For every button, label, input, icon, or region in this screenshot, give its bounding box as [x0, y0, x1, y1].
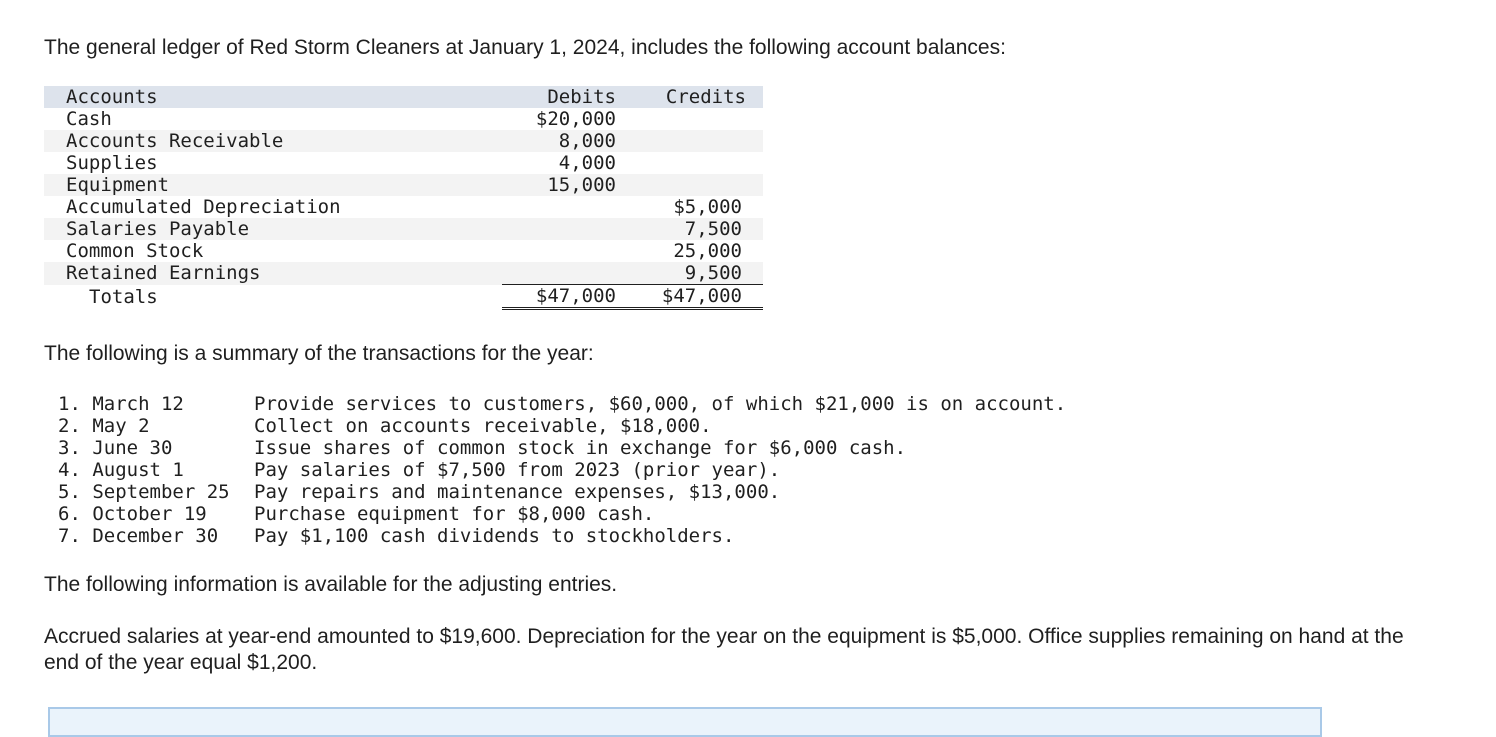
- transaction-date: 7. December 30: [58, 525, 219, 547]
- total-debits: $47,000: [502, 285, 616, 309]
- answer-panel[interactable]: [48, 707, 1322, 737]
- credit-value: [616, 130, 763, 152]
- list-item: [58, 415, 1066, 437]
- transaction-date: 4. August 1: [58, 459, 184, 481]
- account-name: Retained Earnings: [66, 262, 261, 285]
- transaction-description: Issue shares of common stock in exchange for $6,000 cash.: [254, 437, 907, 459]
- totals-label: Totals: [44, 285, 502, 309]
- table-row: [44, 240, 763, 262]
- transaction-description: Pay $1,100 cash dividends to stockholders.: [254, 525, 735, 547]
- transaction-description: Pay salaries of $7,500 from 2023 (prior year).: [254, 459, 781, 481]
- account-name: Accumulated Depreciation: [66, 196, 341, 218]
- transaction-date: 2. May 2: [58, 415, 150, 437]
- credit-value: 25,000: [673, 240, 742, 262]
- account-name: Equipment: [66, 174, 169, 196]
- transaction-date: 6. October 19: [58, 503, 207, 525]
- debit-value: 15,000: [547, 174, 616, 196]
- totals-row: [44, 285, 763, 309]
- table-row: [44, 262, 763, 285]
- debit-value: [502, 218, 616, 240]
- list-item: [58, 525, 1066, 547]
- header-debits: Debits: [547, 86, 616, 108]
- credit-value: [616, 108, 763, 130]
- account-name: Accounts Receivable: [66, 130, 284, 152]
- transaction-description: Collect on accounts receivable, $18,000.: [254, 415, 712, 437]
- table-row: [44, 196, 763, 218]
- list-item: [58, 437, 1066, 459]
- list-item: [58, 393, 1066, 415]
- credit-value: 9,500: [684, 262, 742, 284]
- table-row: [44, 218, 763, 240]
- list-item: [58, 503, 1066, 525]
- credit-value: $5,000: [673, 196, 742, 218]
- table-row: [44, 108, 763, 130]
- transaction-description: Pay repairs and maintenance expenses, $13,000.: [254, 481, 781, 503]
- credit-value: [616, 174, 763, 196]
- transaction-description: Purchase equipment for $8,000 cash.: [254, 503, 655, 525]
- debit-value: 4,000: [558, 152, 616, 174]
- account-name: Cash: [66, 108, 112, 130]
- intro-text: The general ledger of Red Storm Cleaners at January 1, 2024, includes the following account balances:: [44, 36, 1006, 59]
- header-accounts: Accounts: [66, 86, 158, 108]
- credit-value: 7,500: [684, 218, 742, 240]
- table-row: [44, 152, 763, 174]
- debit-value: 8,000: [558, 130, 616, 152]
- transaction-list: [58, 393, 1066, 547]
- transaction-description: Provide services to customers, $60,000, of which $21,000 is on account.: [254, 393, 1067, 415]
- total-credits: $47,000: [616, 285, 763, 309]
- credit-value: [616, 152, 763, 174]
- header-credits: Credits: [665, 86, 746, 108]
- debit-value: [502, 196, 616, 218]
- adjusting-info-text: Accrued salaries at year-end amounted to $19,600. Depreciation for the year on the equipment is $5,000. Office supplies remaining on hand at the end of the year equal $1,200.: [44, 625, 1404, 674]
- table-row: [44, 130, 763, 152]
- transaction-date: 3. June 30: [58, 437, 173, 459]
- transaction-date: 1. March 12: [58, 393, 184, 415]
- summary-intro-text: The following is a summary of the transactions for the year:: [44, 342, 594, 365]
- debit-value: $20,000: [535, 108, 616, 130]
- table-header-row: [44, 86, 763, 108]
- debit-value: [502, 240, 616, 262]
- transaction-date: 5. September 25: [58, 481, 230, 503]
- list-item: [58, 459, 1066, 481]
- list-item: [58, 481, 1066, 503]
- account-name: Common Stock: [66, 240, 204, 262]
- account-name: Salaries Payable: [66, 218, 250, 240]
- adjusting-intro-text: The following information is available for the adjusting entries.: [44, 573, 618, 596]
- account-name: Supplies: [66, 152, 158, 174]
- account-balances-table: [44, 86, 763, 310]
- table-row: [44, 174, 763, 196]
- debit-value: [502, 262, 616, 285]
